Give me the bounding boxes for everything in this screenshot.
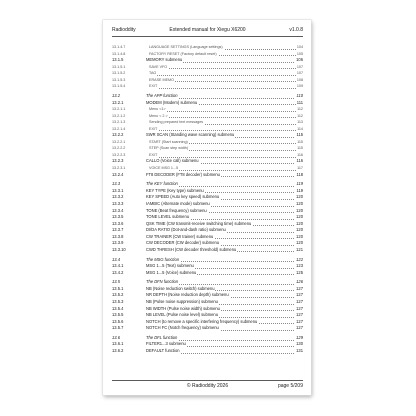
toc-entry-number: 13.2.2.2 — [112, 146, 126, 151]
toc-entry-row[interactable] — [112, 270, 303, 277]
toc-dot-leader — [149, 75, 296, 76]
toc-entry-number: 13.2.1.4 — [112, 126, 126, 131]
toc-entry-title[interactable]: NOTCH (to remove a specific interfering frequency) submenu — [146, 318, 258, 324]
toc-entry-number: 13.2.1.2 — [112, 113, 126, 118]
toc-entry-number: 13.2 — [112, 93, 120, 99]
toc-entry-title[interactable]: MEMORY submenu — [146, 57, 183, 63]
toc-entry-page: 119 — [296, 187, 303, 193]
header-title: Extended manual for Xiegu X6200 — [169, 27, 246, 33]
toc-dot-leader — [149, 117, 296, 118]
toc-entry-number: 13.1.4.8 — [112, 51, 126, 56]
toc-entry-page: 115 — [297, 139, 303, 144]
toc-entry-page: 127 — [296, 298, 303, 304]
toc-entry-title[interactable]: KEY SPEED (Auto key speed) submenu — [146, 194, 220, 200]
toc-entry-page: 116 — [297, 152, 303, 157]
toc-entry-title[interactable]: FILTER1...3 submenu — [146, 341, 186, 347]
toc-entry-title[interactable]: START (Start scanning) — [149, 139, 188, 144]
page-footer — [112, 383, 303, 390]
toc-entry-number: 13.4 — [112, 256, 120, 262]
toc-entry-page: 120 — [296, 214, 303, 220]
toc-entry-page: 120 — [296, 220, 303, 226]
toc-entry-number: 13.3.7 — [112, 227, 124, 233]
toc-entry-page: 125 — [296, 269, 303, 275]
toc-entry-number: 13.4.2 — [112, 269, 124, 275]
toc-entry-number: 13.1.4.7 — [112, 45, 126, 49]
toc-entry-page: 127 — [296, 312, 303, 318]
toc-entry-row[interactable] — [112, 325, 303, 332]
toc-entry-number: 13.6 — [112, 334, 120, 340]
toc-entry-title[interactable]: NR DEPTH (Noise reduction depth) submenu — [146, 292, 229, 298]
toc-entry-page: 120 — [296, 194, 303, 200]
toc-entry-page: 127 — [296, 285, 303, 291]
toc-entry-title[interactable]: KEY TYPE (Key type) submenu — [146, 187, 204, 193]
toc-entry-title[interactable]: EXIT — [149, 126, 158, 131]
toc-entry-number: 13.6.1 — [112, 341, 124, 347]
toc-entry-page: 120 — [296, 200, 303, 206]
toc-entry-number: 13.5.5 — [112, 312, 124, 318]
toc-entry-title[interactable]: CWD THRESH (CW decoder threshold) submenu — [146, 246, 237, 252]
toc-entry-title[interactable]: STEP (Scan step width) — [149, 146, 189, 151]
toc-entry-title[interactable]: The KEY function — [146, 181, 178, 187]
toc-entry-title[interactable]: NB (Pulse noise suppression) submenu — [146, 298, 218, 304]
toc-entry-number: 13.2.1.1 — [112, 107, 126, 112]
toc-entry-title[interactable]: NOTCH FC (Notch frequency) submenu — [146, 325, 219, 331]
toc-entry-number: 13.6.2 — [112, 348, 124, 353]
toc-entry-title[interactable]: ERASE MEMO — [149, 77, 174, 82]
toc-entry-page: 112 — [297, 107, 303, 112]
toc-entry-number: 13.3.8 — [112, 233, 124, 239]
toc-entry-title[interactable]: CALLO (Voice call) submenu — [146, 158, 199, 164]
toc-entry-page: 109 — [296, 84, 303, 89]
toc-entry-title[interactable]: TONE LEVEL submenu — [146, 214, 190, 220]
toc-entry-page: 107 — [296, 64, 303, 69]
footer-rule — [112, 380, 303, 381]
toc-entry-page: 127 — [296, 305, 303, 311]
toc-entry-page: 113 — [297, 120, 303, 125]
toc-entry-title[interactable]: SAVE VFO — [149, 64, 168, 69]
toc-entry-page: 105 — [296, 51, 303, 56]
toc-entry-title[interactable]: CW DECODER (CW decoder) submenu — [146, 240, 220, 246]
toc-entry-page: 106 — [296, 57, 303, 63]
toc-entry-page: 104 — [296, 45, 303, 49]
toc-entry-title[interactable]: NB (Noise reduction switch) submenu — [146, 285, 215, 291]
toc-entry-number: 13.3 — [112, 181, 120, 187]
toc-entry-page: 120 — [296, 207, 303, 213]
toc-entry-page: 117 — [297, 166, 303, 171]
toc-dot-leader — [149, 157, 296, 158]
toc-entry-number: 13.2.3.1 — [112, 166, 126, 171]
toc-entry-title[interactable]: VOICE MSG 1...5 — [149, 166, 179, 171]
toc-dot-leader — [149, 88, 296, 89]
toc-dot-leader — [149, 130, 296, 131]
toc-entry-number: 13.5 — [112, 279, 120, 285]
toc-entry-title[interactable]: IAMBIC (Alternate mode) submenu — [146, 200, 210, 206]
toc-entry-row[interactable] — [112, 83, 303, 90]
toc-entry-number: 13.5.4 — [112, 305, 124, 311]
toc-entry-page: 120 — [296, 240, 303, 246]
header-brand: Radioddity — [112, 27, 136, 33]
toc-entry-number: 13.1.5.4 — [112, 84, 126, 89]
toc-entry-number: 13.3.3 — [112, 200, 124, 206]
toc-entry-title[interactable]: MODEM (Modem) submenu — [146, 99, 198, 105]
toc-entry-page: 126 — [296, 279, 303, 285]
toc-entry-number: 13.1.5.1 — [112, 64, 126, 69]
toc-entry-title[interactable]: TONE (Beat frequency) submenu — [146, 207, 207, 213]
table-of-contents — [112, 44, 303, 355]
toc-entry-page: 114 — [297, 126, 303, 131]
toc-entry-number: 13.5.1 — [112, 285, 124, 291]
toc-entry-number: 13.2.3 — [112, 158, 124, 164]
toc-entry-title[interactable]: MSG 1...5 (Voice) submenu — [146, 269, 197, 275]
toc-entry-page: 120 — [296, 233, 303, 239]
toc-entry-title[interactable]: Sending prepared text messages — [149, 120, 204, 125]
toc-entry-page: 115 — [296, 132, 303, 138]
page-header — [112, 27, 303, 34]
toc-entry-page: 107 — [296, 71, 303, 76]
toc-entry-number: 13.5.7 — [112, 325, 124, 331]
toc-entry-title[interactable]: QSK TIME (CW transmit-receive switching time) submenu — [146, 220, 252, 226]
toc-entry-number: 13.2.2.3 — [112, 152, 126, 157]
toc-entry-number: 13.1.5.2 — [112, 71, 126, 76]
manual-page — [103, 20, 311, 395]
toc-entry-title[interactable]: DI/DA RATIO (Dot-and-dash ratio) submenu — [146, 227, 226, 233]
header-version: v1.0.8 — [289, 27, 303, 33]
toc-entry-number: 13.4.1 — [112, 263, 124, 269]
toc-entry-number: 13.5.6 — [112, 318, 124, 324]
toc-entry-page: 122 — [296, 256, 303, 262]
toc-entry-row[interactable] — [112, 348, 303, 355]
toc-entry-title[interactable]: FT8 DECODER (FT8 decoder) submenu — [146, 171, 220, 177]
toc-entry-title[interactable]: TAG — [149, 71, 157, 76]
toc-entry-page: 131 — [296, 348, 303, 353]
toc-entry-number: 13.3.9 — [112, 240, 124, 246]
toc-entry-title[interactable]: FACTORY RESET (Factory default reset) — [149, 51, 217, 56]
toc-entry-number: 13.5.3 — [112, 298, 124, 304]
toc-entry-title[interactable]: The APP function — [146, 93, 178, 99]
toc-entry-title[interactable]: LANGUAGE SETTINGS (Language settings) — [149, 45, 223, 49]
toc-entry-row[interactable] — [112, 172, 303, 179]
toc-entry-title[interactable]: EXIT — [149, 152, 158, 157]
toc-entry-page: 111 — [296, 99, 303, 105]
toc-entry-page: 129 — [296, 334, 303, 340]
toc-entry-number: 13.2.2 — [112, 132, 124, 138]
toc-entry-title[interactable]: The DFN function — [146, 279, 179, 285]
toc-entry-page: 119 — [296, 181, 303, 187]
toc-entry-number: 13.3.5 — [112, 214, 124, 220]
toc-entry-number: 13.5.2 — [112, 292, 124, 298]
toc-entry-number: 13.1.5 — [112, 57, 124, 63]
toc-entry-number: 13.3.1 — [112, 187, 124, 193]
toc-entry-title[interactable]: The DFL function — [146, 334, 178, 340]
header-rule — [112, 36, 303, 37]
toc-entry-title[interactable]: EXIT — [149, 84, 158, 89]
toc-entry-page: 123 — [296, 263, 303, 269]
toc-entry-title[interactable]: CW TRAINER (CW trainer) submenu — [146, 233, 214, 239]
toc-entry-page: 115 — [297, 146, 303, 151]
toc-entry-number: 13.3.10 — [112, 246, 126, 252]
toc-entry-title[interactable]: MSG 1...5 (Text) submenu — [146, 263, 194, 269]
toc-entry-page: 120 — [296, 227, 303, 233]
toc-entry-row[interactable] — [112, 247, 303, 254]
toc-entry-number: 13.1.5.3 — [112, 77, 126, 82]
toc-entry-page: 121 — [296, 246, 303, 252]
toc-entry-page: 110 — [296, 93, 303, 99]
footer-copyright: © Radioddity 2026 — [186, 383, 229, 389]
toc-entry-page: 127 — [296, 325, 303, 331]
toc-entry-page: 116 — [296, 158, 303, 164]
toc-entry-page: 112 — [297, 113, 303, 118]
toc-entry-page: 130 — [296, 341, 303, 347]
toc-dot-leader — [149, 68, 296, 69]
toc-entry-page: 118 — [296, 171, 303, 177]
toc-entry-title[interactable]: Menu < 2 > — [149, 113, 168, 118]
toc-entry-number: 13.3.6 — [112, 220, 124, 226]
toc-entry-number: 13.3.4 — [112, 207, 124, 213]
toc-entry-title[interactable]: Menu <1> — [149, 107, 166, 112]
toc-entry-page: 127 — [296, 318, 303, 324]
toc-entry-number: 13.3.2 — [112, 194, 124, 200]
toc-entry-page: 127 — [296, 292, 303, 298]
toc-entry-number: 13.2.4 — [112, 171, 124, 177]
toc-entry-title[interactable]: SWR SCAN (Standing wave scanning) submenu — [146, 132, 235, 138]
footer-page-number: page 5/209 — [277, 383, 303, 389]
toc-dot-leader — [149, 111, 296, 112]
toc-entry-number: 13.2.1.3 — [112, 120, 126, 125]
toc-entry-number: 13.2.2.1 — [112, 139, 126, 144]
toc-entry-title[interactable]: DEFAULT function — [146, 348, 180, 353]
toc-entry-title[interactable]: The MSG function — [146, 256, 179, 262]
toc-entry-title[interactable]: NB LEVEL (Pulse noise level) submenu — [146, 312, 218, 318]
toc-entry-number: 13.2.1 — [112, 99, 124, 105]
toc-entry-title[interactable]: NB WIDTH (Pulse noise width) submenu — [146, 305, 220, 311]
toc-entry-page: 108 — [296, 77, 303, 82]
